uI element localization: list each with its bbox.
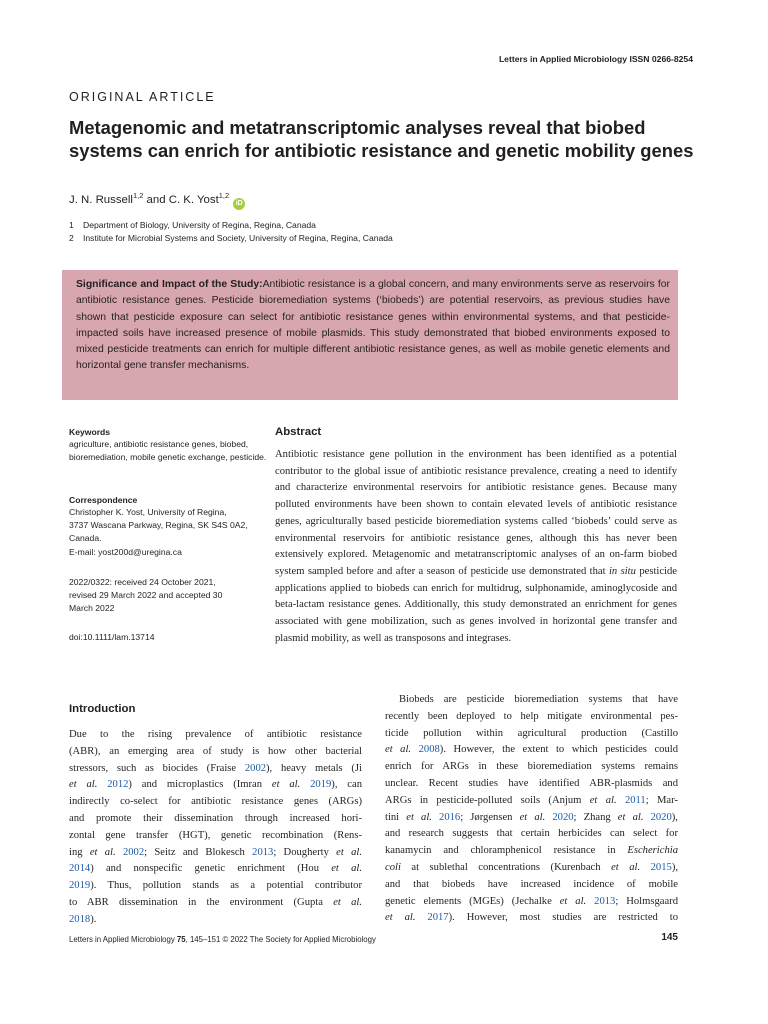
- text-line: ARGs in pesticide-polluted soils (Anjum et al. 2011; Mar-: [385, 794, 678, 806]
- text-line: ticide pollution within agricultural production (Castillo: [385, 727, 678, 739]
- text-line: et al. 2008). However, the extent to which pesticides could: [385, 744, 678, 756]
- correspondence-block: [69, 506, 269, 559]
- significance-body: Antibiotic resistance is a global concern, and many environments serve as reservoirs for antibiotic resistance genes. Pesticide bioremediation systems (‘biobeds’) are potential reservoirs, as previous studies have shown that pesticide exposure can select for antibiotic resistance genes within environmental systems, and that pesticide-impacted soils have increased presence of mobile plasmids. This study demonstrated that biobed environments exposed to mixed pesticide treatments can enrich for multiple different antibiotic resistance genes, as well as mobile genetic elements and horizontal gene transfer mechanisms.: [76, 279, 670, 372]
- affiliation-text: Institute for Microbial Systems and Society, University of Regina, Regina, Canada: [83, 233, 393, 243]
- text-line: and research suggests that certain herbicides can select for: [385, 828, 678, 840]
- citation-link[interactable]: 2018: [69, 913, 91, 925]
- citation-link[interactable]: 2014: [69, 863, 91, 875]
- text-line: Biobeds are pesticide bioremediation systems that have: [399, 694, 678, 705]
- citation-link[interactable]: 2002: [122, 846, 145, 858]
- citation-link[interactable]: 2013: [252, 846, 274, 858]
- citation-link[interactable]: 2015: [650, 861, 672, 873]
- abstract-italic: in situ: [608, 565, 636, 577]
- text-line: and promote their dissemination through increased hori-: [69, 812, 362, 824]
- text-line: 2019). Thus, pollution stands as a potential contributor: [69, 880, 362, 892]
- text-line: stressors, such as biocides (Fraise 2002), heavy metals (Ji: [69, 762, 362, 774]
- author-connector: and: [143, 193, 169, 206]
- text-line: and that biobeds have increased incidence of mobile: [385, 878, 678, 890]
- history-line: 2022/0322: received 24 October 2021,: [69, 577, 216, 587]
- text-line: ing et al. 2002; Seitz and Blokesch 2013; Dougherty et al.: [69, 846, 362, 858]
- affiliation: [69, 233, 393, 243]
- text-line: 2014) and nonspecific genetic enrichment (Hou et al.: [69, 863, 362, 875]
- keywords-heading: Keywords: [69, 427, 111, 437]
- affiliation-text: Department of Biology, University of Regina, Regina, Canada: [83, 220, 316, 230]
- affiliation-marker: 1,2: [218, 191, 230, 200]
- text-line: tini et al. 2016; Jørgensen et al. 2020; Zhang et al. 2020),: [385, 811, 678, 823]
- author-list: [69, 191, 245, 210]
- introduction-column: [69, 727, 362, 929]
- citation-link[interactable]: 2011: [624, 794, 646, 806]
- page-number: 145: [661, 932, 678, 943]
- citation-link[interactable]: 2002: [244, 762, 267, 774]
- text-line: zontal gene transfer (HGT), genetic recombination (Rens-: [69, 829, 362, 841]
- text-line: kanamycin and chloramphenicol resistance in Escherichia: [385, 845, 678, 857]
- doi-link[interactable]: doi:10.1111/lam.13714: [69, 632, 155, 642]
- affiliation-marker: 1,2: [132, 191, 144, 200]
- correspondence-line: 3737 Wascana Parkway, Regina, SK S4S 0A2,: [69, 520, 248, 531]
- text-line: indirectly co-select for antibiotic resistance genes (ARGs): [69, 796, 362, 808]
- correspondence-heading: Correspondence: [69, 495, 138, 505]
- section-label: ORIGINAL ARTICLE: [69, 90, 216, 104]
- text-line: recently been deployed to help mitigate environmental pes-: [385, 710, 678, 722]
- text-line: 2018).: [69, 913, 97, 925]
- correspondence-email[interactable]: E-mail: yost200d@uregina.ca: [69, 546, 182, 557]
- text-line: to ABR dissemination in the environment (Gupta et al.: [69, 896, 362, 908]
- abstract-body: [275, 447, 677, 647]
- affiliation-number: 1: [69, 220, 74, 230]
- citation-link[interactable]: 2020: [552, 811, 574, 823]
- citation-link[interactable]: 2019: [310, 779, 332, 791]
- citation-link[interactable]: 2016: [439, 811, 461, 823]
- body-column-right: [385, 692, 678, 927]
- text-line: (ABR), an emerging area of study is how other bacterial: [69, 745, 362, 757]
- citation-link[interactable]: 2012: [107, 779, 129, 791]
- significance-heading: Significance and Impact of the Study:: [76, 279, 263, 290]
- significance-statement: [76, 277, 670, 375]
- author-name[interactable]: C. K. Yost: [168, 193, 219, 206]
- citation-link[interactable]: 2017: [427, 912, 449, 924]
- footer-citation: Letters in Applied Microbiology 75, 145–151 © 2022 The Society for Applied Microbiology: [69, 935, 376, 944]
- keywords-list: agriculture, antibiotic resistance genes, biobed, bioremediation, mobile genetic exchange, pesticide.: [69, 439, 267, 463]
- abstract-heading: Abstract: [275, 426, 322, 438]
- affiliation-number: 2: [69, 233, 74, 243]
- abstract-text: Antibiotic resistance gene pollution in the environment has been identified as a potential contributor to the global issue of antibiotic resistance prevalence, creating a need to identify and characterize environmental reservoirs for antibiotic resistance genes. Because many polluted environments have been shown to contain elevated levels of antibiotic resistance genes, agriculturally based pesticide bioremediation systems called ‘biobeds’ could serve as environmental reservoirs for antibiotic resistance genes, although this has never been extensively explored. Metagenomic and metatranscriptomic analyses of an on-farm biobed system sampled before and after a season of pesticide use demonstrated that: [275, 449, 677, 577]
- correspondence-line: Christopher K. Yost, University of Regina,: [69, 507, 227, 517]
- history-line: revised 29 March 2022 and accepted 30: [69, 590, 223, 601]
- text-line: genetic elements (MGEs) (Jechalke et al. 2013; Holmsgaard: [385, 895, 679, 907]
- text-line: et al. 2012) and microplastics (Imran et al. 2019), can: [69, 779, 363, 791]
- orcid-icon[interactable]: iD: [233, 198, 245, 210]
- history-line: March 2022: [69, 603, 115, 614]
- citation-link[interactable]: 2020: [650, 811, 672, 823]
- article-history: [69, 576, 269, 616]
- text-line: Due to the rising prevalence of antibiotic resistance: [69, 729, 362, 740]
- text-line: unclear. Recent studies have identified ABR-plasmids and: [385, 777, 678, 789]
- journal-header: Letters in Applied Microbiology ISSN 0266-8254: [498, 54, 693, 64]
- text-line: enrich for ARGs in these bioremediation systems remains: [385, 761, 678, 773]
- affiliation: [69, 220, 316, 230]
- text-line: et al. 2017). However, most studies are restricted to: [385, 912, 679, 924]
- correspondence-line: Canada.: [69, 533, 102, 544]
- citation-link[interactable]: 2008: [418, 744, 440, 756]
- abstract-text: pesticide applications applied to biobeds can enrich for multidrug, sulphonamide, aminoglycoside and beta-lactam resistance genes. Additionally, this study demonstrated an enrichment for genes associated with gene mobilization, such as genes involved in horizontal gene transfer and plasmid mobility, as well as transposons and integrases.: [275, 565, 677, 644]
- author-name[interactable]: J. N. Russell: [69, 193, 133, 206]
- introduction-heading: Introduction: [69, 703, 136, 715]
- citation-link[interactable]: 2013: [594, 895, 616, 907]
- article-title: Metagenomic and metatranscriptomic analyses reveal that biobed systems can enrich for antibiotic resistance and genetic mobility genes: [69, 117, 694, 161]
- text-line: coli at sublethal concentrations (Kurenbach et al. 2015),: [385, 861, 678, 873]
- citation-link[interactable]: 2019: [69, 880, 91, 892]
